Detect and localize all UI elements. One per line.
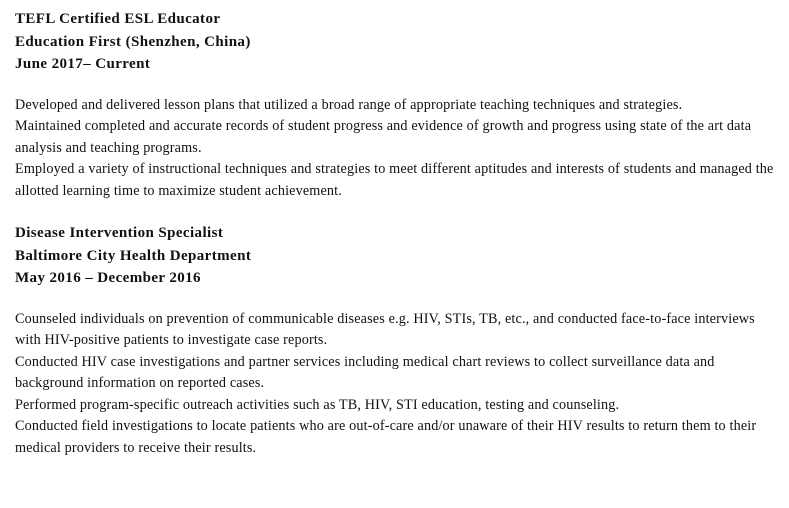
duty-item: Counseled individuals on prevention of communicable diseases e.g. HIV, STIs, TB, etc., and conducted face-to-face interviews with HIV-positive patients to investigate case reports. — [15, 310, 755, 348]
duty-item: Employed a variety of instructional techniques and strategies to meet different aptitudes and interests of students and managed the allotted learning time to maximize student achievement. — [15, 161, 774, 199]
job-duties — [15, 309, 775, 460]
job-company: Baltimore City Health Department — [15, 247, 252, 264]
job-header — [15, 222, 775, 290]
job-company: Education First (Shenzhen, China) — [15, 33, 251, 50]
duty-item: Performed program-specific outreach activities such as TB, HIV, STI education, testing and counseling. — [15, 396, 620, 413]
job-dates: May 2016 – December 2016 — [15, 270, 201, 286]
duty-item: Maintained completed and accurate records of student progress and evidence of growth and progress using state of the art data analysis and teaching programs. — [15, 118, 752, 156]
job-header — [15, 8, 775, 76]
job-title: TEFL Certified ESL Educator — [15, 11, 221, 27]
job-title: Disease Intervention Specialist — [15, 225, 224, 241]
job-entry-disease-intervention — [15, 222, 775, 459]
job-entry-esl-educator — [15, 8, 775, 202]
job-duties — [15, 95, 775, 203]
duty-item: Developed and delivered lesson plans that utilized a broad range of appropriate teaching techniques and strategies. — [15, 96, 683, 113]
resume-document — [15, 8, 775, 459]
job-dates: June 2017– Current — [15, 56, 151, 72]
duty-item: Conducted HIV case investigations and partner services including medical chart reviews to collect surveillance data and background information on reported cases. — [15, 353, 715, 391]
duty-item: Conducted field investigations to locate patients who are out-of-care and/or unaware of their HIV results to return them to their medical providers to receive their results. — [15, 418, 757, 456]
